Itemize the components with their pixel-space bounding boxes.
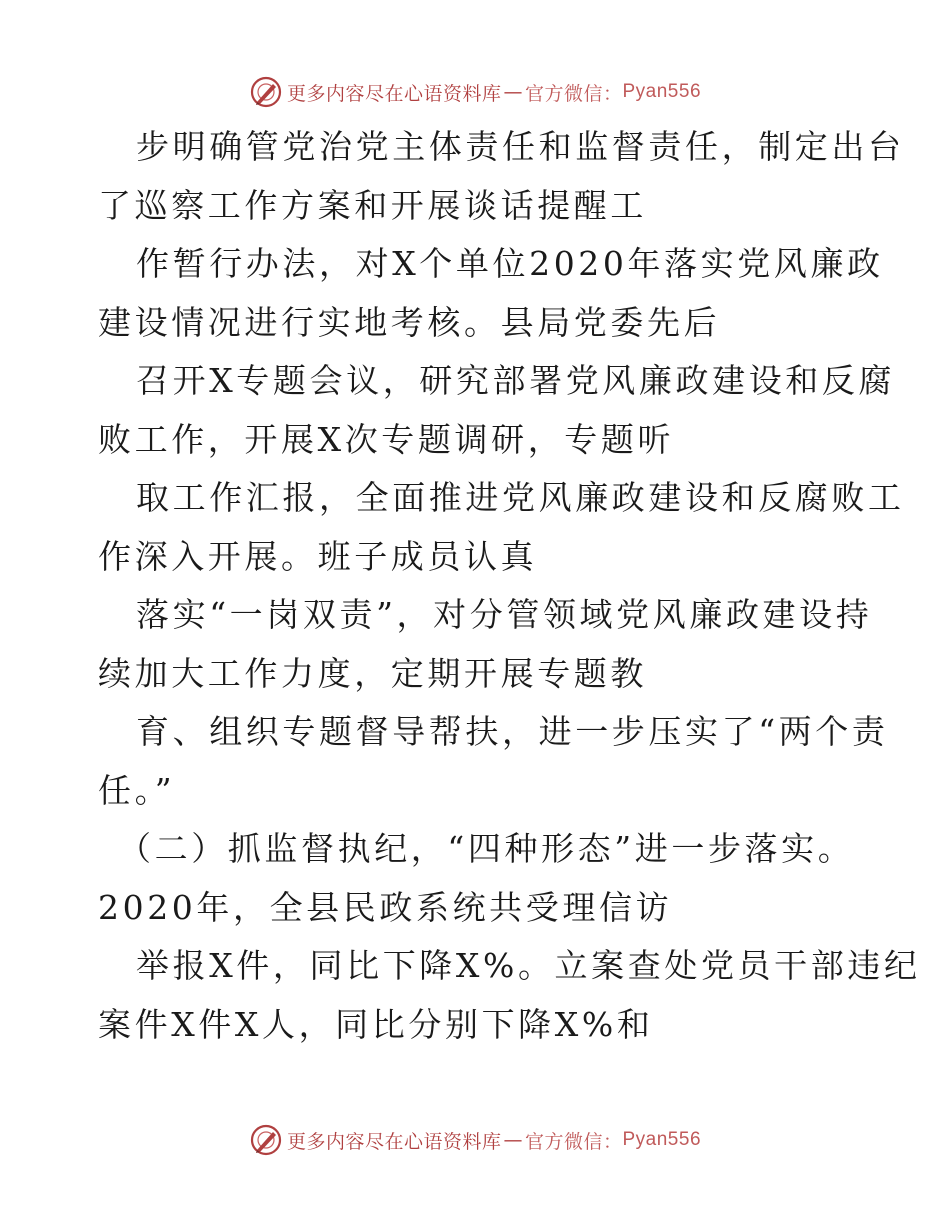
banner-dash: — <box>503 1129 523 1151</box>
body-line: 召开X专题会议，研究部署党风廉政建设和反腐 <box>136 361 896 400</box>
pen-circle-logo-icon <box>249 75 283 109</box>
header-banner <box>0 72 950 112</box>
body-line: 任。” <box>98 770 176 810</box>
banner-dash: — <box>503 81 523 103</box>
body-line: 建设情况进行实地考核。县局党委先后 <box>98 302 721 342</box>
banner-main-text: 更多内容尽在心语资料库 <box>286 1130 502 1153</box>
body-line: 案件X件X人，同比分别下降X%和 <box>98 1004 654 1044</box>
body-line: 2020年，全县民政系统共受理信访 <box>98 887 673 927</box>
body-line: 育、组织专题督导帮扶，进一步压实了“两个责 <box>136 712 889 751</box>
body-line: 举报X件，同比下降X%。立案查处党员干部违纪 <box>136 946 921 985</box>
footer-banner <box>0 1120 950 1160</box>
banner-wechat-handle: Pyan556 <box>622 81 702 102</box>
body-line: 步明确管党治党主体责任和监督责任，制定出台 <box>136 127 905 166</box>
banner-main-text: 更多内容尽在心语资料库 <box>286 82 502 105</box>
banner-text <box>287 1127 701 1154</box>
banner-wechat-label: 官方微信： <box>524 82 623 105</box>
section-heading: （二）抓监督执纪，“四种形态”进一步落实。 <box>118 829 855 868</box>
pen-circle-logo-icon <box>249 1123 283 1157</box>
body-line: 落实“一岗双责”，对分管领域党风廉政建设持 <box>136 595 873 634</box>
document-body <box>0 118 950 1054</box>
body-line: 续加大工作力度，定期开展专题教 <box>98 653 647 693</box>
banner-wechat-handle: Pyan556 <box>622 1129 702 1150</box>
body-line: 取工作汇报，全面推进党风廉政建设和反腐败工 <box>136 478 905 517</box>
body-line: 作暂行办法，对X个单位2020年落实党风廉政 <box>136 244 884 283</box>
body-line: 作深入开展。班子成员认真 <box>98 536 538 576</box>
banner-wechat-label: 官方微信： <box>524 1130 623 1153</box>
body-line: 了巡察工作方案和开展谈话提醒工 <box>98 185 647 225</box>
banner-text <box>287 79 701 106</box>
body-line: 败工作，开展X次专题调研，专题听 <box>98 419 675 459</box>
